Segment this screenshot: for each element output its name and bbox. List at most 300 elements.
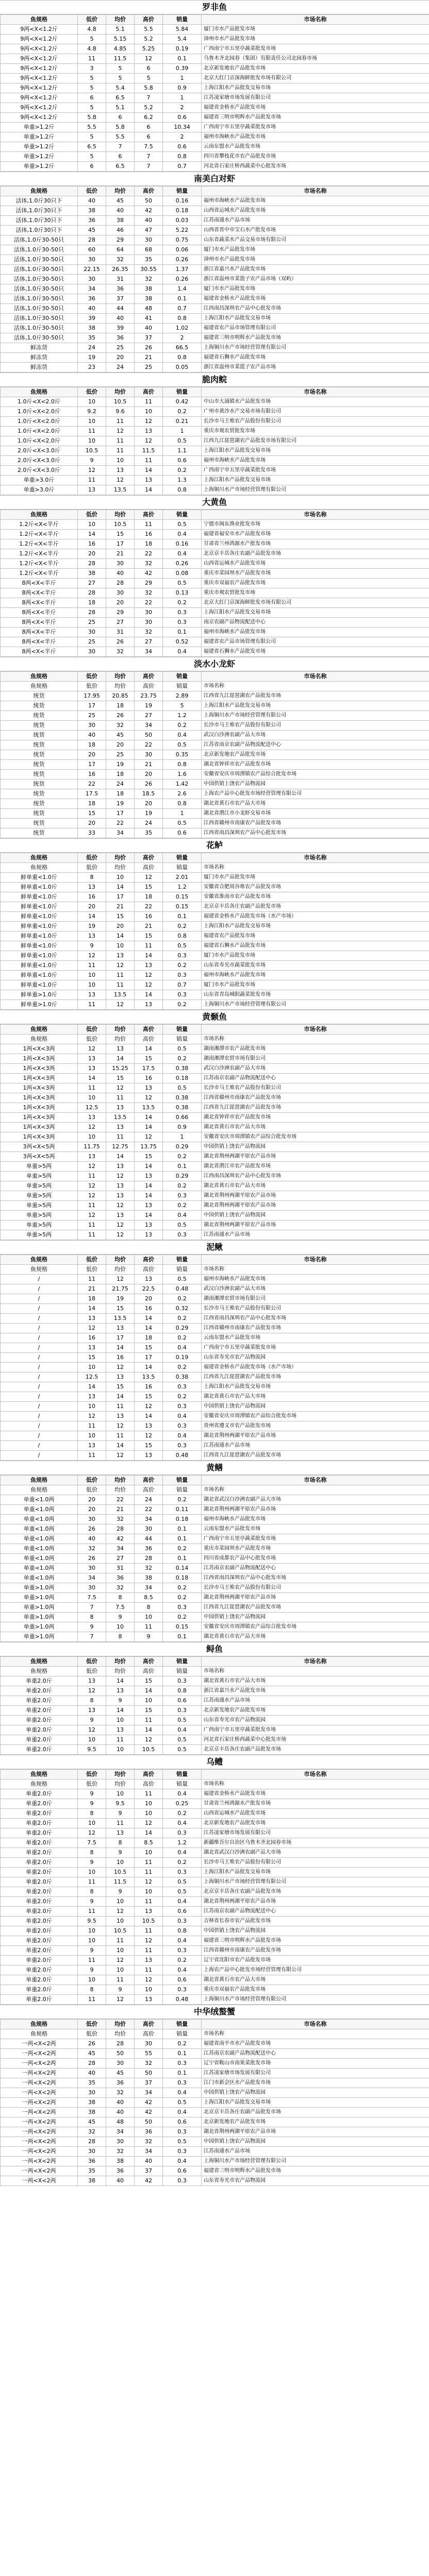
- market-name-cell: 福州市海峡水产品批发市场: [202, 1515, 429, 1524]
- fish-spec-cell: 9两<X<1.2斤: [1, 25, 78, 35]
- volume-cell: 1.37: [163, 265, 202, 275]
- avg-price-cell: 26: [106, 637, 135, 647]
- volume-cell: 0.5: [163, 1887, 202, 1897]
- market-name-cell: 北京京丰岳各庄农副产品批发市场: [202, 549, 429, 559]
- market-name-cell: 江西省赣州市南康农产品批发市场: [202, 819, 429, 828]
- avg-price-cell: 17: [106, 809, 135, 819]
- column-header: 低价: [78, 387, 106, 397]
- price-table: [0, 853, 429, 1010]
- high-price-cell: 12: [135, 1936, 163, 1946]
- fish-spec-cell: 活体,1.0斤30只下: [1, 206, 78, 216]
- volume-cell: 0.8: [163, 314, 202, 324]
- high-price-cell: 11: [135, 1622, 163, 1632]
- market-name-cell: 北京新发地农产品批发市场: [202, 64, 429, 74]
- market-name-cell: 浙江省温州市菜篮子农产品市场: [202, 363, 429, 372]
- avg-price-cell: 9.6: [106, 407, 135, 417]
- fish-spec-cell: /: [1, 1441, 78, 1451]
- low-price-cell: 38: [78, 2176, 106, 2186]
- column-header: 销量: [163, 853, 202, 863]
- column-header: 低价: [78, 672, 106, 682]
- volume-cell: 0.5: [163, 1745, 202, 1755]
- market-name-cell: 新疆维吾尔自治区乌鲁木齐北园春市场: [202, 1838, 429, 1848]
- fish-spec-cell: 统货: [1, 701, 78, 711]
- low-price-cell: 16: [78, 892, 106, 902]
- volume-cell: 0.2: [163, 466, 202, 476]
- price-section: [0, 1240, 429, 1461]
- table-row: [1, 1333, 429, 1343]
- market-name-cell: 市场名称: [202, 1035, 429, 1044]
- high-price-cell: 18: [135, 1333, 163, 1343]
- column-header: 市场名称: [202, 1476, 429, 1485]
- avg-price-cell: 7: [106, 142, 135, 152]
- avg-price-cell: 4.85: [106, 44, 135, 54]
- avg-price-cell: 11: [106, 446, 135, 456]
- volume-cell: 0.3: [163, 1828, 202, 1838]
- fish-spec-cell: /: [1, 1412, 78, 1421]
- high-price-cell: 37: [135, 2166, 163, 2176]
- volume-cell: 0.1: [163, 2049, 202, 2059]
- market-name-cell: 浙江省温州市菜篮子农产品市场（双屿）: [202, 275, 429, 284]
- avg-price-cell: 9: [106, 1613, 135, 1622]
- fish-spec-cell: 9两<X<1.2斤: [1, 35, 78, 44]
- table-row: [1, 1819, 429, 1828]
- high-price-cell: 44: [135, 1534, 163, 1544]
- high-price-cell: 15: [135, 1054, 163, 1064]
- volume-cell: 0.3: [163, 1441, 202, 1451]
- avg-price-cell: 26.35: [106, 265, 135, 275]
- market-name-cell: 市场名称: [202, 1780, 429, 1789]
- avg-price-cell: 5.15: [106, 35, 135, 44]
- low-price-cell: 30: [78, 1515, 106, 1524]
- market-name-cell: 长沙市马王堆农产品股份有限公司: [202, 1583, 429, 1593]
- table-row: [1, 902, 429, 912]
- high-price-cell: 14: [135, 1162, 163, 1172]
- high-price-cell: 9: [135, 1632, 163, 1642]
- fish-spec-cell: /: [1, 1314, 78, 1324]
- low-price-cell: 低价: [78, 1035, 106, 1044]
- fish-spec-cell: 活体,1.0斤30只下: [1, 226, 78, 235]
- high-price-cell: 7: [135, 162, 163, 172]
- high-price-cell: 7: [135, 93, 163, 103]
- avg-price-cell: 22: [106, 819, 135, 828]
- volume-cell: 0.38: [163, 1093, 202, 1103]
- avg-price-cell: 14: [106, 1054, 135, 1064]
- avg-price-cell: 25: [106, 343, 135, 353]
- fish-spec-cell: 单重>5两: [1, 1181, 78, 1191]
- column-header: 鱼规格: [1, 1770, 78, 1780]
- avg-price-cell: 13: [106, 1686, 135, 1696]
- high-price-cell: 34: [135, 1583, 163, 1593]
- low-price-cell: 低价: [78, 1780, 106, 1789]
- low-price-cell: 8: [78, 1848, 106, 1858]
- table-row: [1, 446, 429, 456]
- table-row: [1, 941, 429, 951]
- volume-cell: 0.7: [163, 162, 202, 172]
- low-price-cell: 低价: [78, 1667, 106, 1676]
- market-name-cell: 四川省攀枝花市农产品批发市场: [202, 152, 429, 162]
- market-name-cell: 湖北省荆州两湖平原农产品市场: [202, 1897, 429, 1907]
- column-header: 市场名称: [202, 672, 429, 682]
- table-row: [1, 2049, 429, 2059]
- high-price-cell: 5.8: [135, 83, 163, 93]
- market-name-cell: 江苏凌家塘市场发展有限公司: [202, 93, 429, 103]
- table-row: [1, 990, 429, 1000]
- market-name-cell: 市场名称: [202, 2029, 429, 2039]
- volume-cell: 0.6: [163, 456, 202, 466]
- avg-price-cell: 均价: [106, 1035, 135, 1044]
- volume-cell: 0.66: [163, 1113, 202, 1123]
- low-price-cell: 6: [78, 162, 106, 172]
- avg-price-cell: 13: [106, 1191, 135, 1201]
- avg-price-cell: 14: [106, 1676, 135, 1686]
- high-price-cell: 37: [135, 333, 163, 343]
- table-row: [1, 427, 429, 436]
- avg-price-cell: 11: [106, 436, 135, 446]
- low-price-cell: 11: [78, 1995, 106, 2005]
- high-price-cell: 13: [135, 427, 163, 436]
- volume-cell: 0.1: [163, 912, 202, 922]
- volume-cell: 0.2: [163, 1054, 202, 1064]
- fish-spec-cell: 活体,1.0斤30只下: [1, 196, 78, 206]
- high-price-cell: 48: [135, 304, 163, 314]
- market-name-cell: 江苏南京农副产品物流配送中心: [202, 2049, 429, 2059]
- table-row: [1, 608, 429, 618]
- volume-cell: 0.48: [163, 1451, 202, 1461]
- low-price-cell: 26: [78, 2039, 106, 2049]
- high-price-cell: 14: [135, 1191, 163, 1201]
- low-price-cell: 40: [78, 731, 106, 740]
- low-price-cell: 13: [78, 1441, 106, 1451]
- market-name-cell: 江西省九江琵琶湖农产品批发市场: [202, 1603, 429, 1613]
- table-row: [1, 789, 429, 799]
- column-header: 市场名称: [202, 1770, 429, 1780]
- avg-price-cell: 20: [106, 353, 135, 363]
- table-row: [1, 530, 429, 539]
- table-row: [1, 1314, 429, 1324]
- volume-cell: 0.3: [163, 971, 202, 980]
- column-header: 鱼规格: [1, 1476, 78, 1485]
- market-name-cell: 中国供销上饶农产品物流园: [202, 779, 429, 789]
- low-price-cell: 11: [78, 1083, 106, 1093]
- low-price-cell: 10: [78, 1936, 106, 1946]
- fish-spec-cell: 鲜冻货: [1, 363, 78, 372]
- fish-spec-cell: 统货: [1, 789, 78, 799]
- low-price-cell: 35: [78, 2078, 106, 2088]
- high-price-cell: 32: [135, 2137, 163, 2147]
- fish-spec-cell: 1两<X<3两: [1, 1064, 78, 1074]
- volume-cell: 0.6: [163, 142, 202, 152]
- fish-spec-cell: 一两<X<2两: [1, 2078, 78, 2088]
- volume-cell: 0.5: [163, 1083, 202, 1093]
- table-row: [1, 779, 429, 789]
- high-price-cell: 14: [135, 1113, 163, 1123]
- high-price-cell: 6: [135, 64, 163, 74]
- fish-spec-cell: 一两<X<2两: [1, 2176, 78, 2186]
- volume-cell: 0.14: [163, 1564, 202, 1573]
- low-price-cell: 40: [78, 1534, 106, 1544]
- column-header: 销量: [163, 387, 202, 397]
- fish-spec-cell: 9两<X<1.2斤: [1, 44, 78, 54]
- avg-price-cell: 15: [106, 912, 135, 922]
- high-price-cell: 50: [135, 2117, 163, 2127]
- low-price-cell: 13: [78, 1152, 106, 1162]
- high-price-cell: 14: [135, 1044, 163, 1054]
- volume-cell: 0.3: [163, 2059, 202, 2069]
- avg-price-cell: 13.5: [106, 1113, 135, 1123]
- low-price-cell: 45: [78, 2117, 106, 2127]
- table-row: [1, 54, 429, 64]
- market-name-cell: 安徽省合肥周谷堆农产品批发市场: [202, 883, 429, 892]
- high-price-cell: 5.2: [135, 103, 163, 113]
- volume-cell: 0.38: [163, 1372, 202, 1382]
- high-price-cell: 14: [135, 1363, 163, 1372]
- high-price-cell: 14: [135, 1314, 163, 1324]
- table-row: [1, 44, 429, 54]
- low-price-cell: 13: [78, 485, 106, 495]
- fish-spec-cell: 一两<X<2两: [1, 2069, 78, 2078]
- table-row: [1, 1780, 429, 1789]
- low-price-cell: 10: [78, 520, 106, 530]
- column-header: 均价: [106, 187, 135, 196]
- avg-price-cell: 6.5: [106, 93, 135, 103]
- market-name-cell: 长沙市马王堆农产品股份有限公司: [202, 721, 429, 731]
- volume-cell: 0.2: [163, 598, 202, 608]
- low-price-cell: 17: [78, 701, 106, 711]
- table-row: [1, 1564, 429, 1573]
- fish-spec-cell: 活体,1.0斤30-50只: [1, 235, 78, 245]
- table-row: [1, 1544, 429, 1554]
- avg-price-cell: 13: [106, 1103, 135, 1113]
- volume-cell: 0.5: [163, 579, 202, 588]
- volume-cell: 0.2: [163, 1363, 202, 1372]
- column-header: 市场名称: [202, 387, 429, 397]
- column-header: 低价: [78, 1255, 106, 1265]
- volume-cell: 0.5: [163, 819, 202, 828]
- low-price-cell: 6: [78, 93, 106, 103]
- fish-spec-cell: 单重2.0斤: [1, 1706, 78, 1716]
- market-name-cell: 湖南湘潭农贸市场有限公司: [202, 1294, 429, 1304]
- low-price-cell: 12: [78, 1686, 106, 1696]
- high-price-cell: 34: [135, 647, 163, 657]
- volume-cell: 0.3: [163, 1382, 202, 1392]
- high-price-cell: 8: [135, 1603, 163, 1613]
- low-price-cell: 9.2: [78, 407, 106, 417]
- low-price-cell: 16: [78, 539, 106, 549]
- high-price-cell: 12: [135, 436, 163, 446]
- high-price-cell: 5: [135, 74, 163, 83]
- fish-spec-cell: 鱼规格: [1, 1667, 78, 1676]
- volume-cell: 0.8: [163, 760, 202, 770]
- table-row: [1, 1142, 429, 1152]
- high-price-cell: 高价: [135, 1035, 163, 1044]
- market-name-cell: 广州市黄沙水产交易市场有限公司: [202, 407, 429, 417]
- avg-price-cell: 9: [106, 1887, 135, 1897]
- market-name-cell: 上海铜川水产市场经营管理有限公司: [202, 711, 429, 721]
- high-price-cell: 14: [135, 1828, 163, 1838]
- high-price-cell: 17: [135, 1353, 163, 1363]
- table-row: [1, 1294, 429, 1304]
- table-row: [1, 922, 429, 931]
- high-price-cell: 15: [135, 1343, 163, 1353]
- fish-spec-cell: 单重<1.0两: [1, 1564, 78, 1573]
- table-row: [1, 1917, 429, 1926]
- high-price-cell: 19: [135, 809, 163, 819]
- low-price-cell: 36: [78, 2157, 106, 2166]
- avg-price-cell: 29: [106, 235, 135, 245]
- volume-cell: 0.2: [163, 407, 202, 417]
- fish-spec-cell: 单重2.0斤: [1, 1828, 78, 1838]
- fish-spec-cell: 1两<X<3两: [1, 1093, 78, 1103]
- fish-spec-cell: 鲜单重<1.0斤: [1, 951, 78, 961]
- high-price-cell: 5.5: [135, 25, 163, 35]
- fish-spec-cell: 统货: [1, 828, 78, 838]
- avg-price-cell: 12.75: [106, 1142, 135, 1152]
- market-name-cell: 辽宁省鞍山市南果菜批发市场: [202, 2059, 429, 2069]
- market-name-cell: 湖北省荆州两湖平原农产品市场: [202, 1505, 429, 1515]
- volume-cell: 销量: [163, 1667, 202, 1676]
- market-name-cell: 中国供销上饶农产品物流园: [202, 1142, 429, 1152]
- table-row: [1, 255, 429, 265]
- avg-price-cell: 19: [106, 1294, 135, 1304]
- avg-price-cell: 10: [106, 456, 135, 466]
- market-name-cell: 上海江阳水产品批发交易市场: [202, 1868, 429, 1877]
- low-price-cell: 30: [78, 721, 106, 731]
- volume-cell: 0.15: [163, 1622, 202, 1632]
- market-name-cell: 武汉白沙洲农副产品大市场: [202, 731, 429, 740]
- table-row: [1, 549, 429, 559]
- table-row: [1, 961, 429, 971]
- high-price-cell: 7: [135, 152, 163, 162]
- fish-spec-cell: 统货: [1, 731, 78, 740]
- fish-spec-cell: 鱼规格: [1, 2029, 78, 2039]
- low-price-cell: 3: [78, 64, 106, 74]
- low-price-cell: 16: [78, 1333, 106, 1343]
- column-header: 高价: [135, 2020, 163, 2029]
- avg-price-cell: 40: [106, 314, 135, 324]
- volume-cell: 0.4: [163, 1848, 202, 1858]
- volume-cell: 0.19: [163, 1353, 202, 1363]
- market-name-cell: 市场名称: [202, 863, 429, 873]
- volume-cell: 1.3: [163, 476, 202, 485]
- low-price-cell: 10: [78, 1735, 106, 1745]
- volume-cell: 0.2: [163, 1858, 202, 1868]
- table-row: [1, 196, 429, 206]
- fish-spec-cell: 单重<1.0两: [1, 1495, 78, 1505]
- table-header-row: [1, 2020, 429, 2029]
- high-price-cell: 27: [135, 637, 163, 647]
- market-name-cell: 市场名称: [202, 1667, 429, 1676]
- high-price-cell: 高价: [135, 1265, 163, 1275]
- avg-price-cell: 45: [106, 2069, 135, 2078]
- section-title: 黄颡鱼: [0, 1010, 429, 1024]
- volume-cell: 0.32: [163, 1304, 202, 1314]
- fish-spec-cell: 9两<X<1.2斤: [1, 54, 78, 64]
- high-price-cell: 42: [135, 206, 163, 216]
- fish-spec-cell: 活体,1.0斤30-50只: [1, 284, 78, 294]
- volume-cell: 0.5: [163, 1221, 202, 1230]
- price-table: [0, 186, 429, 372]
- low-price-cell: 11: [78, 1000, 106, 1010]
- table-row: [1, 304, 429, 314]
- low-price-cell: 14: [78, 530, 106, 539]
- market-name-cell: 福建省石狮水产品批发市场: [202, 647, 429, 657]
- avg-price-cell: 12: [106, 1201, 135, 1211]
- fish-spec-cell: 单重2.0斤: [1, 1985, 78, 1995]
- table-row: [1, 2176, 429, 2186]
- fish-spec-cell: 活体,1.0斤30-50只: [1, 275, 78, 284]
- table-row: [1, 539, 429, 549]
- fish-spec-cell: 1.2斤<X<半斤: [1, 559, 78, 569]
- market-name-cell: 山西省运城水产品批发市场: [202, 1809, 429, 1819]
- avg-price-cell: 19: [106, 799, 135, 809]
- avg-price-cell: 12: [106, 1907, 135, 1917]
- volume-cell: 0.15: [163, 892, 202, 902]
- market-name-cell: 福建省南平市水产品批发市场: [202, 2039, 429, 2049]
- high-price-cell: 22: [135, 902, 163, 912]
- avg-price-cell: 14: [106, 1343, 135, 1353]
- column-header: 均价: [106, 853, 135, 863]
- table-row: [1, 1035, 429, 1044]
- market-name-cell: 湖北省荆州两湖平原农产品市场: [202, 2127, 429, 2137]
- low-price-cell: 9: [78, 1897, 106, 1907]
- market-name-cell: 江苏南通水产品市场: [202, 1230, 429, 1240]
- avg-price-cell: 21.75: [106, 1284, 135, 1294]
- low-price-cell: 11: [78, 1275, 106, 1284]
- market-name-cell: 武汉白沙洲农副产品大市场: [202, 1284, 429, 1294]
- avg-price-cell: 11: [106, 417, 135, 427]
- table-row: [1, 2078, 429, 2088]
- table-row: [1, 103, 429, 113]
- volume-cell: 0.38: [163, 1103, 202, 1113]
- table-row: [1, 691, 429, 701]
- volume-cell: 0.6: [163, 828, 202, 838]
- fish-spec-cell: /: [1, 1275, 78, 1284]
- avg-price-cell: 10: [106, 1789, 135, 1799]
- market-name-cell: 福建省福安市水产品批发市场: [202, 530, 429, 539]
- high-price-cell: 12: [135, 971, 163, 980]
- high-price-cell: 18: [135, 539, 163, 549]
- high-price-cell: 14: [135, 1686, 163, 1696]
- market-name-cell: 江西省赣州市南康农产品批发市场: [202, 1093, 429, 1103]
- fish-spec-cell: /: [1, 1343, 78, 1353]
- high-price-cell: 29: [135, 579, 163, 588]
- high-price-cell: 12: [135, 1431, 163, 1441]
- avg-price-cell: 10: [106, 941, 135, 951]
- volume-cell: 0.3: [163, 990, 202, 1000]
- low-price-cell: 19: [78, 922, 106, 931]
- market-name-cell: 北京京丰岳各庄农副产品批发市场: [202, 1887, 429, 1897]
- avg-price-cell: 11: [106, 1936, 135, 1946]
- high-price-cell: 36: [135, 2127, 163, 2137]
- table-row: [1, 1324, 429, 1333]
- high-price-cell: 14: [135, 951, 163, 961]
- table-row: [1, 2117, 429, 2127]
- volume-cell: 0.8: [163, 485, 202, 495]
- avg-price-cell: 36: [106, 284, 135, 294]
- low-price-cell: 38: [78, 206, 106, 216]
- volume-cell: 0.1: [163, 54, 202, 64]
- table-row: [1, 1946, 429, 1956]
- avg-price-cell: 13: [106, 1412, 135, 1421]
- high-price-cell: 13: [135, 1907, 163, 1917]
- avg-price-cell: 39: [106, 324, 135, 333]
- market-name-cell: 河北省石家庄桥西蔬菜中心批发市场: [202, 1735, 429, 1745]
- table-row: [1, 819, 429, 828]
- fish-spec-cell: 单重>5两: [1, 1211, 78, 1221]
- table-row: [1, 1745, 429, 1755]
- market-name-cell: 中国供销上饶农产品物流园: [202, 1211, 429, 1221]
- avg-price-cell: 34: [106, 1544, 135, 1554]
